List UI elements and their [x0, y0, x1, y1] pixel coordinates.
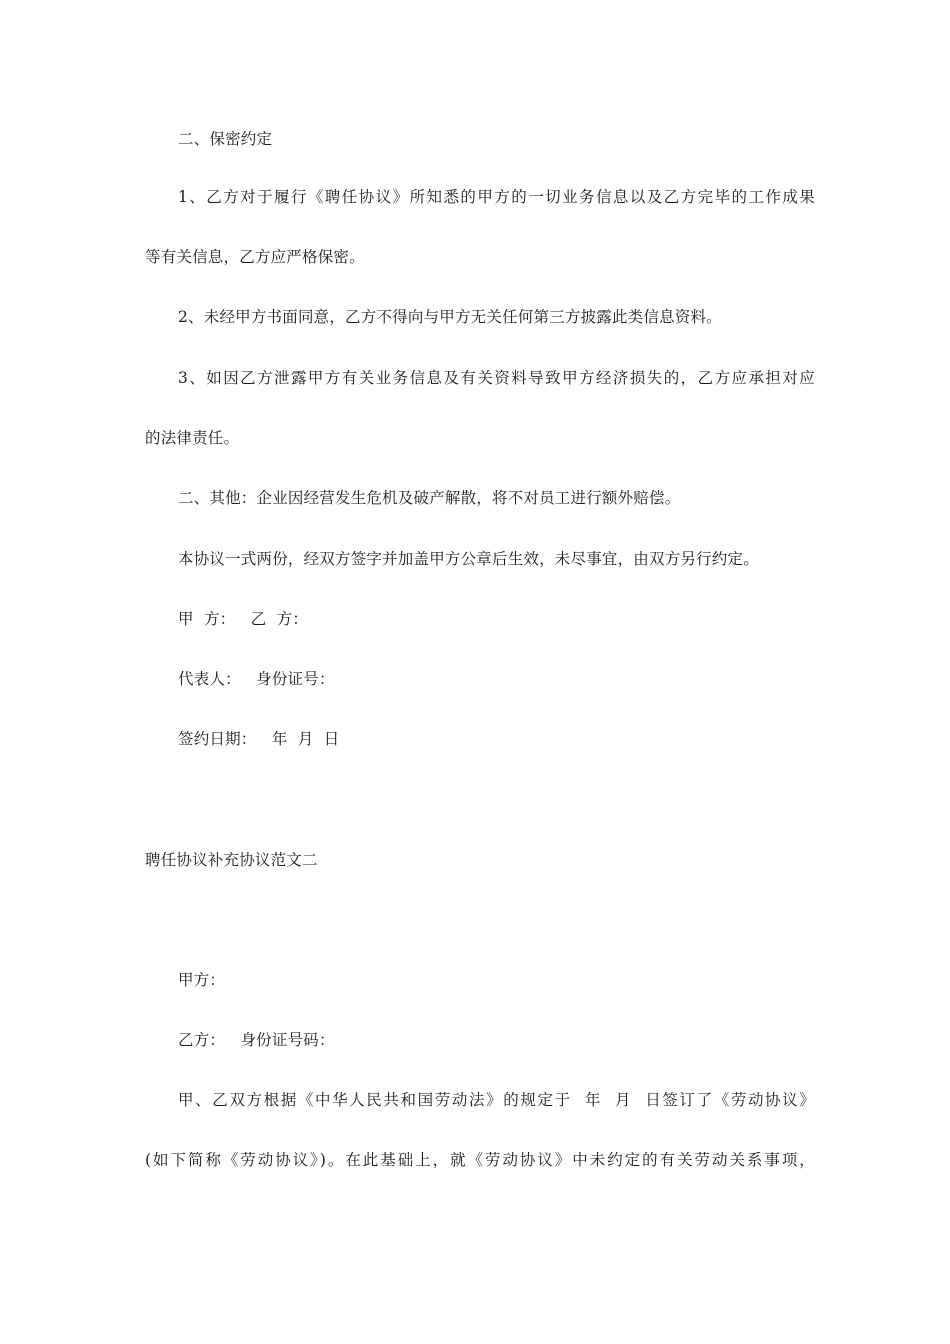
clause-3-line-1: 3、如因乙方泄露甲方有关业务信息及有关资料导致甲方经济损失的，乙方应承担对应 [178, 369, 815, 387]
clause-3-line-2: 的法律责任。 [145, 429, 240, 447]
clause-other: 二、其他：企业因经营发生危机及破产解散，将不对员工进行额外赔偿。 [178, 489, 681, 507]
clause-1-line-2: 等有关信息，乙方应严格保密。 [145, 248, 365, 266]
signature-representative: 代表人： 身份证号： [178, 670, 335, 688]
effect-clause: 本协议一式两份，经双方签字并加盖甲方公章后生效，未尽事宜，由双方另行约定。 [178, 550, 759, 568]
signature-parties: 甲 方： 乙 方： [178, 610, 309, 628]
clause-2: 2、未经甲方书面同意，乙方不得向与甲方无关任何第三方披露此类信息资料。 [178, 308, 722, 326]
clause-1-line-1: 1、乙方对于履行《聘任协议》所知悉的甲方的一切业务信息以及乙方完毕的工作成果 [178, 188, 815, 206]
section-heading-confidentiality: 二、保密约定 [178, 130, 273, 148]
second-doc-paragraph-line-2: (如下简称《劳动协议》)。在此基础上，就《劳动协议》中未约定的有关劳动关系事项， [145, 1151, 815, 1169]
second-doc-paragraph-line-1: 甲、乙双方根据《中华人民共和国劳动法》的规定于 年 月 日签订了《劳动协议》 [178, 1091, 815, 1109]
signature-date: 签约日期： 年 月 日 [178, 730, 340, 748]
second-doc-party-b: 乙方： 身份证号码： [178, 1031, 335, 1049]
second-doc-title: 聘任协议补充协议范文二 [145, 851, 318, 869]
second-doc-party-a: 甲方： [178, 971, 226, 989]
